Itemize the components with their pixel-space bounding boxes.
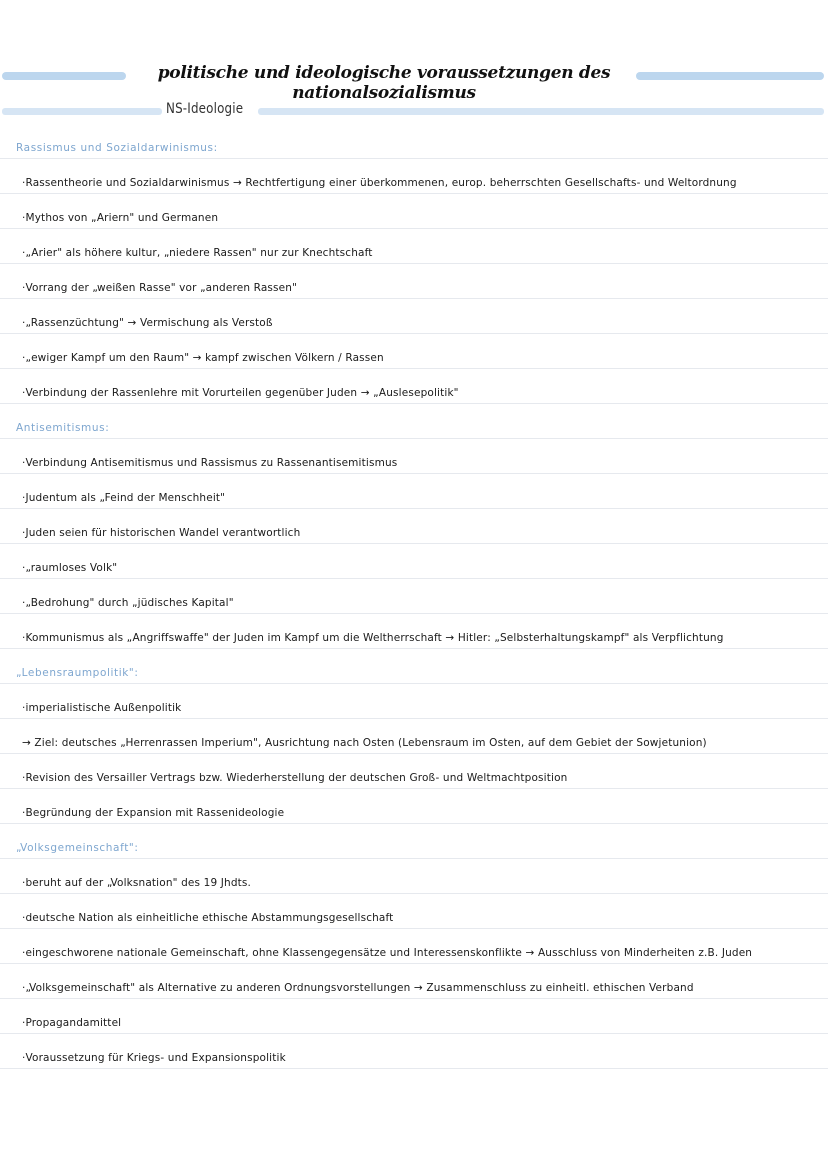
list-item: ·„Volksgemeinschaft" als Alternative zu anderen Ordnungsvorstellungen → Zusammenschluss zu einheitl. ethischen Verband [22,982,694,994]
list-item: → Ziel: deutsches „Herrenrassen Imperium", Ausrichtung nach Osten (Lebensraum im Osten, auf dem Gebiet der Sowjetunion) [22,737,707,749]
list-item: ·Verbindung Antisemitismus und Rassismus zu Rassenantisemitismus [22,457,398,469]
title-highlight-left [2,72,126,80]
list-item: ·Vorrang der „weißen Rasse" vor „anderen Rassen" [22,282,298,294]
list-item: ·Propagandamittel [22,1017,122,1029]
subtitle-highlight-left [2,108,162,115]
list-item: ·„Rassenzüchtung" → Vermischung als Verstoß [22,317,273,329]
ruled-line [0,1033,828,1034]
page-title: politische und ideologische voraussetzungen des nationalsozialismus [157,63,611,103]
list-item: ·Judentum als „Feind der Menschheit" [22,492,226,504]
list-item: ·eingeschworene nationale Gemeinschaft, ohne Klassengegensätze und Interessenskonflikte → Ausschluss von Minderheiten z.B. Juden [22,947,753,959]
ruled-line [0,473,828,474]
ruled-line [0,333,828,334]
ruled-line [0,403,828,404]
list-item: ·Juden seien für historischen Wandel verantwortlich [22,527,301,539]
list-item: ·Rassentheorie und Sozialdarwinismus → Rechtfertigung einer überkommenen, europ. beherrschten Gesellschafts- und Weltordnung [22,177,737,189]
subtitle-row [0,100,828,122]
list-item: ·Revision des Versailler Vertrags bzw. Wiederherstellung der deutschen Groß- und Weltmachtposition [22,772,568,784]
ruled-line [0,613,828,614]
ruled-line [0,158,828,159]
list-item: ·deutsche Nation als einheitliche ethische Abstammungsgesellschaft [22,912,394,924]
list-item: ·Verbindung der Rassenlehre mit Vorurteilen gegenüber Juden → „Auslesepolitik" [22,387,459,399]
ruled-line [0,193,828,194]
title-highlight-right [636,72,824,80]
section-heading-lebensraumpolitik: „Lebensraumpolitik": [16,667,139,679]
ruled-line [0,508,828,509]
list-item: ·„raumloses Volk" [22,562,118,574]
page-subtitle: NS-Ideologie [166,101,244,117]
ruled-line [0,298,828,299]
ruled-line [0,683,828,684]
ruled-line [0,648,828,649]
ruled-line [0,928,828,929]
ruled-line [0,718,828,719]
ruled-line [0,788,828,789]
ruled-line [0,893,828,894]
section-heading-antisemitismus: Antisemitismus: [16,422,110,434]
ruled-line [0,438,828,439]
section-heading-rassismus: Rassismus und Sozialdarwinismus: [16,142,218,154]
ruled-line [0,263,828,264]
ruled-line [0,963,828,964]
title-row [0,62,828,103]
list-item: ·Mythos von „Ariern" und Germanen [22,212,219,224]
ruled-line [0,823,828,824]
list-item: ·„Bedrohung" durch „jüdisches Kapital" [22,597,234,609]
list-item: ·Voraussetzung für Kriegs- und Expansionspolitik [22,1052,286,1064]
section-heading-volksgemeinschaft: „Volksgemeinschaft": [16,842,139,854]
ruled-line [0,1068,828,1069]
list-item: ·beruht auf der „Volksnation" des 19 Jhdts. [22,877,252,889]
ruled-line [0,753,828,754]
list-item: ·„ewiger Kampf um den Raum" → kampf zwischen Völkern / Rassen [22,352,384,364]
ruled-line [0,578,828,579]
list-item: ·Kommunismus als „Angriffswaffe" der Juden im Kampf um die Weltherrschaft → Hitler: „Selbsterhaltungskampf" als Verpflichtung [22,632,724,644]
subtitle-highlight-right [258,108,824,115]
ruled-line [0,368,828,369]
ruled-line [0,228,828,229]
ruled-line [0,858,828,859]
ruled-line [0,998,828,999]
list-item: ·Begründung der Expansion mit Rassenideologie [22,807,285,819]
ruled-line [0,543,828,544]
list-item: ·imperialistische Außenpolitik [22,702,182,714]
list-item: ·„Arier" als höhere kultur, „niedere Rassen" nur zur Knechtschaft [22,247,373,259]
